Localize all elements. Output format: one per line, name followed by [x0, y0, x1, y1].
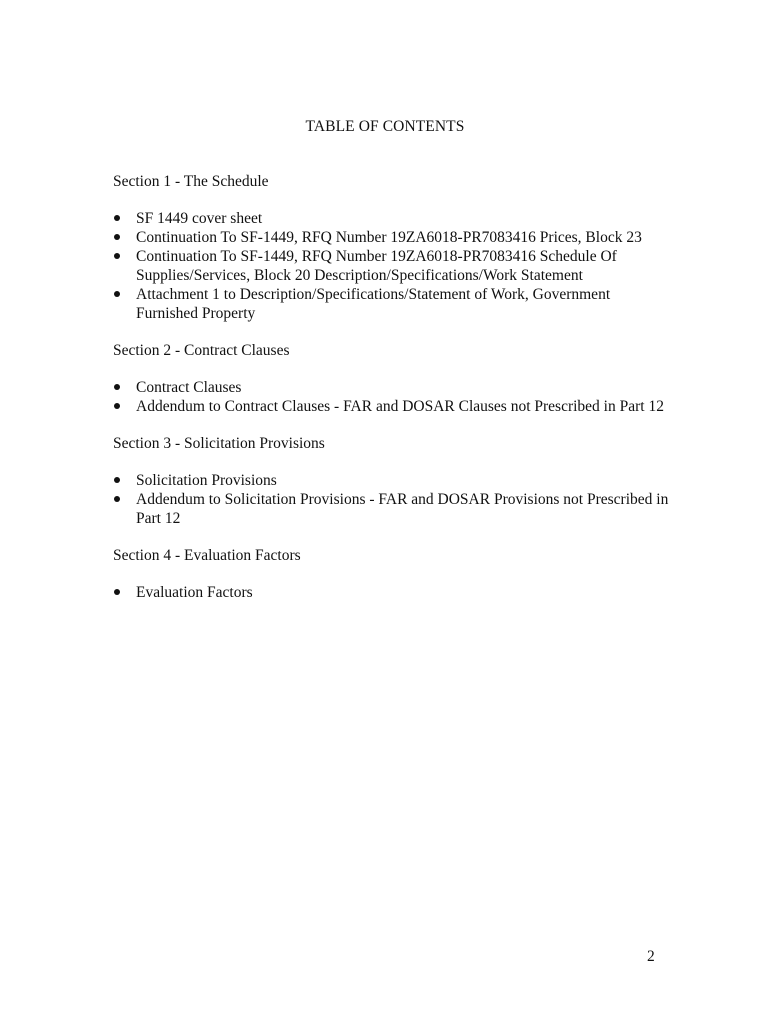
list-item-text: Addendum to Contract Clauses - FAR and DOSAR Clauses not Prescribed in Part 12	[136, 398, 664, 415]
section-4	[113, 546, 673, 602]
list-item-text: Continuation To SF-1449, RFQ Number 19ZA6018-PR7083416 Schedule Of Supplies/Services, Block 20 Description/Specifications/Work Statement	[136, 248, 617, 284]
list-item	[113, 209, 673, 228]
page-number: 2	[647, 948, 655, 965]
bullet-icon	[114, 291, 120, 297]
list-item-text: Contract Clauses	[136, 379, 242, 396]
list-item	[113, 490, 673, 528]
section-heading: Section 4 - Evaluation Factors	[113, 547, 301, 564]
bullet-icon	[114, 253, 120, 259]
list-item-text: Solicitation Provisions	[136, 472, 277, 489]
list-item-text: Addendum to Solicitation Provisions - FAR and DOSAR Provisions not Prescribed in Part 12	[136, 491, 669, 527]
bullet-icon	[114, 215, 120, 221]
list-item	[113, 247, 673, 285]
list-item	[113, 228, 673, 247]
list-item-text: Evaluation Factors	[136, 584, 253, 601]
section-item-list	[113, 209, 673, 323]
list-item	[113, 378, 673, 397]
bullet-icon	[114, 384, 120, 390]
list-item-text: Continuation To SF-1449, RFQ Number 19ZA6018-PR7083416 Prices, Block 23	[136, 229, 642, 246]
bullet-icon	[114, 496, 120, 502]
section-2	[113, 341, 673, 416]
list-item	[113, 471, 673, 490]
list-item	[113, 285, 673, 323]
list-item	[113, 397, 673, 416]
bullet-icon	[114, 234, 120, 240]
list-item	[113, 583, 673, 602]
section-item-list	[113, 378, 673, 416]
section-heading: Section 1 - The Schedule	[113, 173, 269, 190]
page-title: TABLE OF CONTENTS	[305, 118, 465, 135]
bullet-icon	[114, 477, 120, 483]
section-3	[113, 434, 673, 528]
list-item-text: Attachment 1 to Description/Specifications/Statement of Work, Government Furnished Property	[136, 286, 611, 322]
list-item-text: SF 1449 cover sheet	[136, 210, 263, 227]
section-heading: Section 3 - Solicitation Provisions	[113, 435, 325, 452]
section-item-list	[113, 471, 673, 528]
bullet-icon	[114, 403, 120, 409]
section-item-list	[113, 583, 673, 602]
bullet-icon	[114, 589, 120, 595]
section-1	[113, 172, 673, 323]
section-heading: Section 2 - Contract Clauses	[113, 342, 290, 359]
